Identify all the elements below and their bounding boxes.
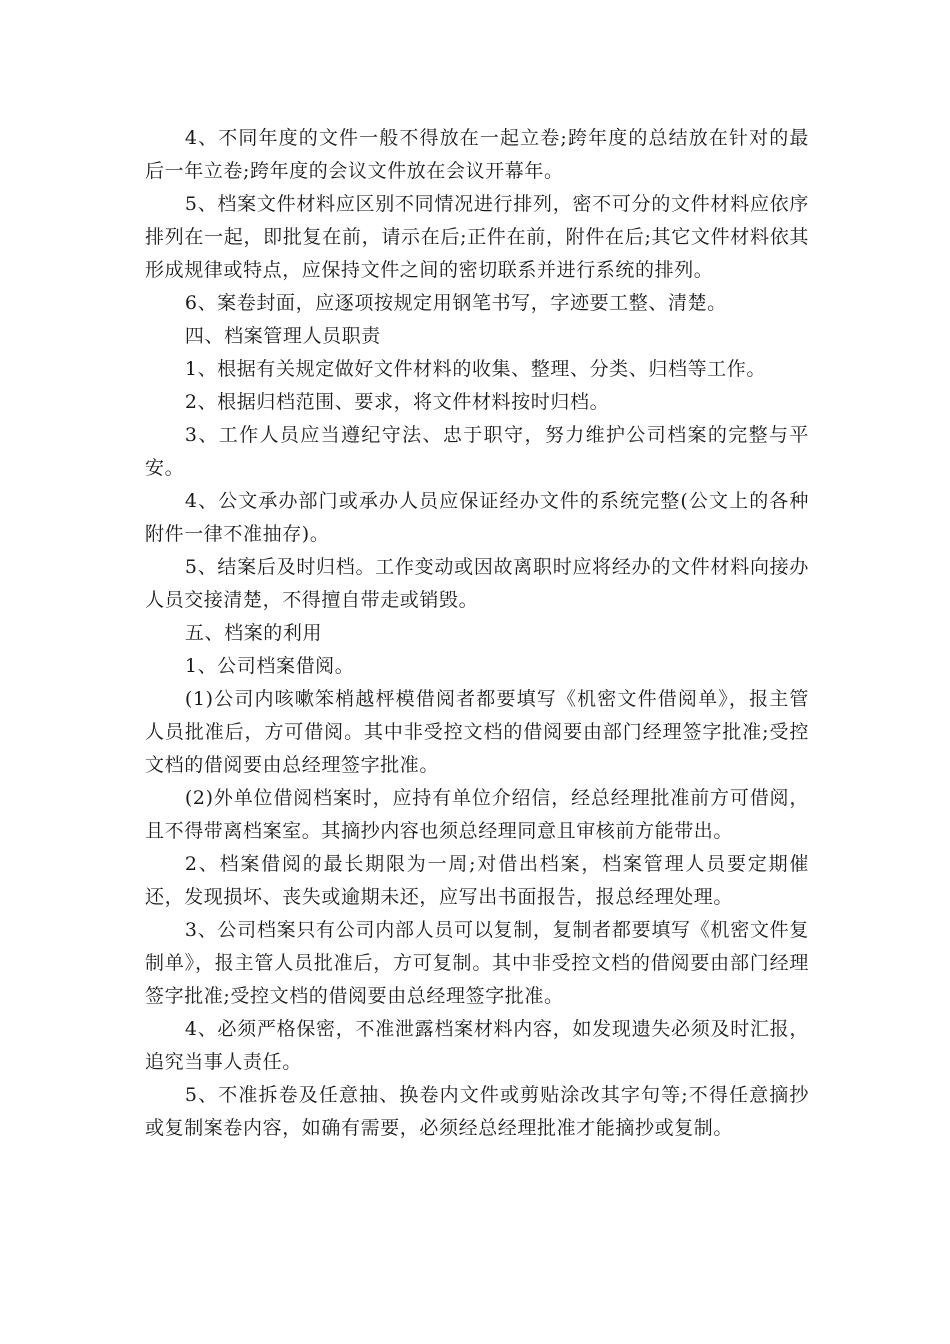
paragraph-usage-1: 1、公司档案借阅。	[184, 655, 355, 677]
document-body	[145, 122, 809, 1145]
paragraph-usage-3: 3、公司档案只有公司内部人员可以复制，复制者都要填写《机密文件复制单》，报主管人员批准后，方可复制。其中非受控文档的借阅要由部门经理签字批准;受控文档的借阅要由总经理签字批准。	[145, 919, 809, 1007]
paragraph-usage-4: 4、必须严格保密，不准泄露档案材料内容，如发现遗失必须及时汇报，追究当事人责任。	[145, 1018, 809, 1073]
paragraph-arrangement: 5、档案文件材料应区别不同情况进行排列，密不可分的文件材料应依序排列在一起，即批复在前，请示在后;正件在前，附件在后;其它文件材料依其形成规律或特点，应保持文件之间的密切联系并进行系统的排列。	[145, 193, 809, 281]
paragraph-year-filing: 4、不同年度的文件一般不得放在一起立卷;跨年度的总结放在针对的最后一年立卷;跨年度的会议文件放在会议开幕年。	[145, 127, 809, 182]
paragraph-usage-1-2: (2)外单位借阅档案时，应持有单位介绍信，经总经理批准前方可借阅，且不得带离档案室。其摘抄内容也须总经理同意且审核前方能带出。	[145, 787, 809, 842]
paragraph-usage-2: 2、档案借阅的最长期限为一周;对借出档案，档案管理人员要定期催还，发现损坏、丧失或逾期未还，应写出书面报告，报总经理处理。	[145, 853, 809, 908]
paragraph-duty-5: 5、结案后及时归档。工作变动或因故离职时应将经办的文件材料向接办人员交接清楚，不得擅自带走或销毁。	[145, 556, 809, 611]
paragraph-duty-2: 2、根据归档范围、要求，将文件材料按时归档。	[184, 391, 610, 413]
paragraph-usage-5: 5、不准拆卷及任意抽、换卷内文件或剪贴涂改其字句等;不得任意摘抄或复制案卷内容，如确有需要，必须经总经理批准才能摘抄或复制。	[145, 1084, 809, 1139]
section-heading-usage: 五、档案的利用	[184, 622, 323, 644]
paragraph-usage-1-1: (1)公司内咳嗽笨梢越枰模借阅者都要填写《机密文件借阅单》，报主管人员批准后，方可借阅。其中非受控文档的借阅要由部门经理签字批准;受控文档的借阅要由总经理签字批准。	[145, 688, 809, 776]
section-heading-duties: 四、档案管理人员职责	[184, 325, 381, 347]
paragraph-cover: 6、案卷封面，应逐项按规定用钢笔书写，字迹要工整、清楚。	[184, 292, 727, 314]
paragraph-duty-3: 3、工作人员应当遵纪守法、忠于职守，努力维护公司档案的完整与平安。	[145, 424, 809, 479]
paragraph-duty-1: 1、根据有关规定做好文件材料的收集、整理、分类、归档等工作。	[184, 358, 766, 380]
paragraph-duty-4: 4、公文承办部门或承办人员应保证经办文件的系统完整(公文上的各种附件一律不准抽存)。	[145, 490, 809, 545]
